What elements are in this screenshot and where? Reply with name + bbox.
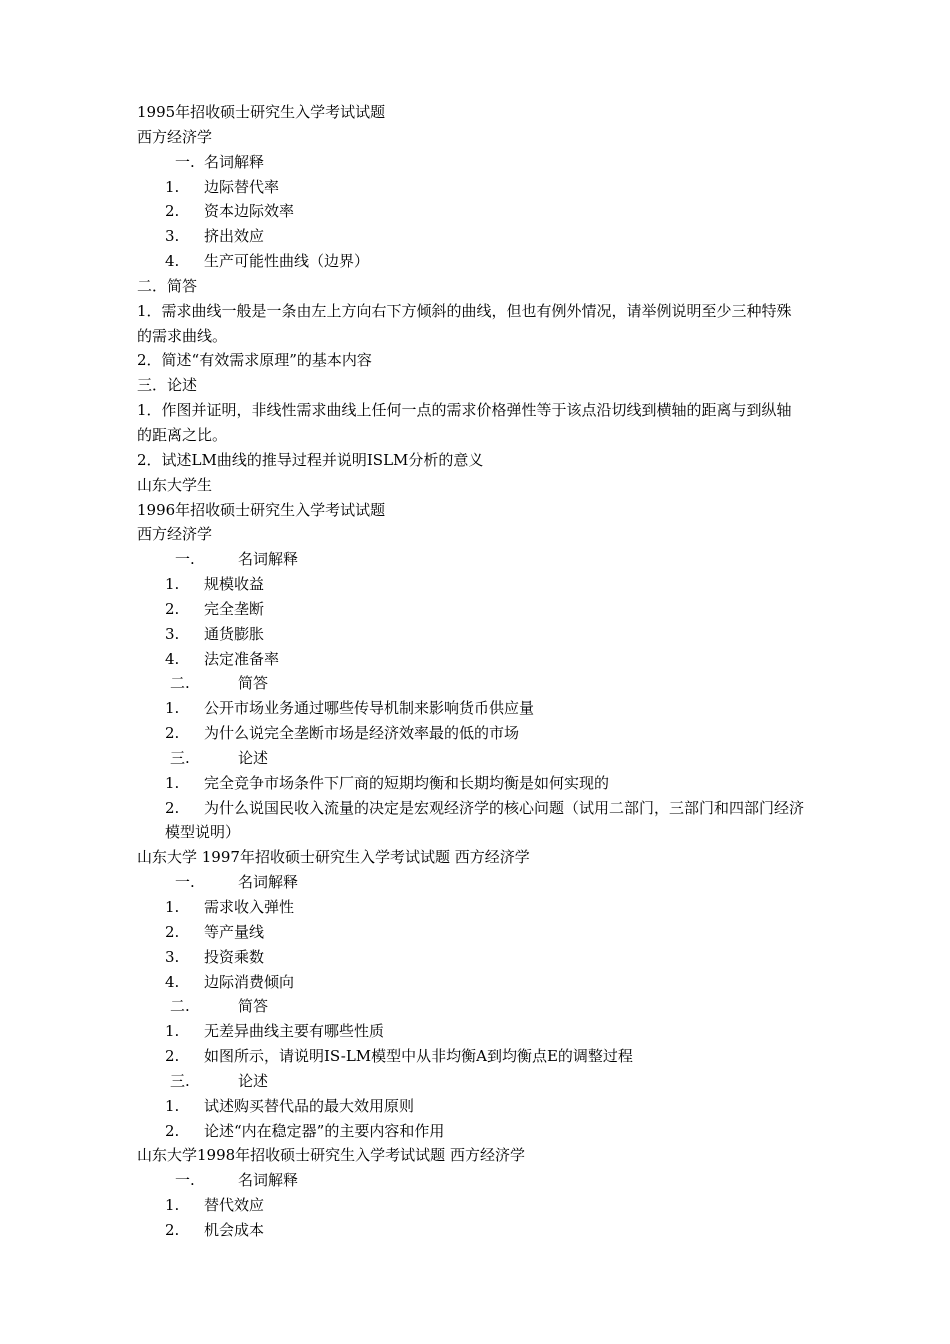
subject-1995: 西方经济学 — [137, 127, 213, 146]
exam-title-1998: 山东大学1998年招收硕士研究生入学考试试题 西方经济学 — [137, 1146, 525, 1165]
list-item: 3. 挤出效应 — [165, 227, 265, 246]
section-heading: 三．论述 — [137, 376, 198, 395]
list-item: 4. 生产可能性曲线（边界） — [165, 252, 370, 271]
list-item: 3. 投资乘数 — [165, 947, 265, 966]
section-heading: 三. 论述 — [170, 1071, 269, 1090]
university-line: 山东大学生 — [137, 475, 213, 494]
section-heading: 二. 简答 — [170, 674, 269, 693]
list-item: 2. 为什么说完全垄断市场是经济效率最的低的市场 — [165, 724, 520, 743]
list-item: 2. 论述“内在稳定器”的主要内容和作用 — [165, 1121, 445, 1140]
section-heading: 一. 名词解释 — [175, 550, 299, 569]
list-item: 1. 无差异曲线主要有哪些性质 — [165, 1022, 385, 1041]
list-item: 2. 为什么说国民收入流量的决定是宏观经济学的核心问题（试用二部门，三部门和四部门经济模型说明） — [165, 798, 805, 842]
list-item: 1. 完全竞争市场条件下厂商的短期均衡和长期均衡是如何实现的 — [165, 773, 610, 792]
list-item: 1. 公开市场业务通过哪些传导机制来影响货币供应量 — [165, 699, 535, 718]
list-item: 4. 边际消费倾向 — [165, 972, 295, 991]
list-item: 1. 边际替代率 — [165, 177, 280, 196]
section-heading: 二. 简答 — [170, 997, 269, 1016]
list-item: 1. 试述购买替代品的最大效用原则 — [165, 1096, 415, 1115]
list-item: 2. 等产量线 — [165, 922, 265, 941]
list-item: 1. 需求收入弹性 — [165, 898, 295, 916]
list-item: 2. 完全垄断 — [165, 599, 265, 618]
section-heading: 二．简答 — [137, 276, 198, 295]
section-heading: 一. 名词解释 — [175, 152, 265, 171]
section-heading: 一. 名词解释 — [175, 1171, 299, 1190]
question-paragraph: 1．需求曲线一般是一条由左上方向右下方倾斜的曲线，但也有例外情况，请举例说明至少三种特殊的需求曲线。 — [137, 301, 792, 345]
document-body — [0, 100, 950, 1243]
list-item: 4. 法定准备率 — [165, 649, 280, 668]
exam-title-1995: 1995年招收硕士研究生入学考试试题 — [137, 103, 386, 121]
list-item: 3. 通货膨胀 — [165, 624, 265, 643]
list-item: 2. 机会成本 — [165, 1220, 265, 1239]
list-item: 1. 规模收益 — [165, 575, 265, 594]
section-heading: 三. 论述 — [170, 748, 269, 767]
section-heading: 一. 名词解释 — [175, 873, 299, 892]
question-paragraph: 1．作图并证明，非线性需求曲线上任何一点的需求价格弹性等于该点沿切线到横轴的距离与到纵轴的距离之比。 — [137, 401, 792, 444]
exam-title-1997: 山东大学 1997年招收硕士研究生入学考试试题 西方经济学 — [137, 848, 530, 867]
question-paragraph: 2．简述“有效需求原理”的基本内容 — [137, 351, 372, 370]
list-item: 1. 替代效应 — [165, 1196, 265, 1215]
subject-1996: 西方经济学 — [137, 525, 213, 544]
question-paragraph: 2．试述LM曲线的推导过程并说明ISLM分析的意义 — [137, 450, 484, 469]
list-item: 2. 如图所示，请说明IS-LM模型中从非均衡A到均衡点E的调整过程 — [165, 1047, 633, 1066]
exam-title-1996: 1996年招收硕士研究生入学考试试题 — [137, 500, 386, 519]
list-item: 2. 资本边际效率 — [165, 202, 295, 221]
